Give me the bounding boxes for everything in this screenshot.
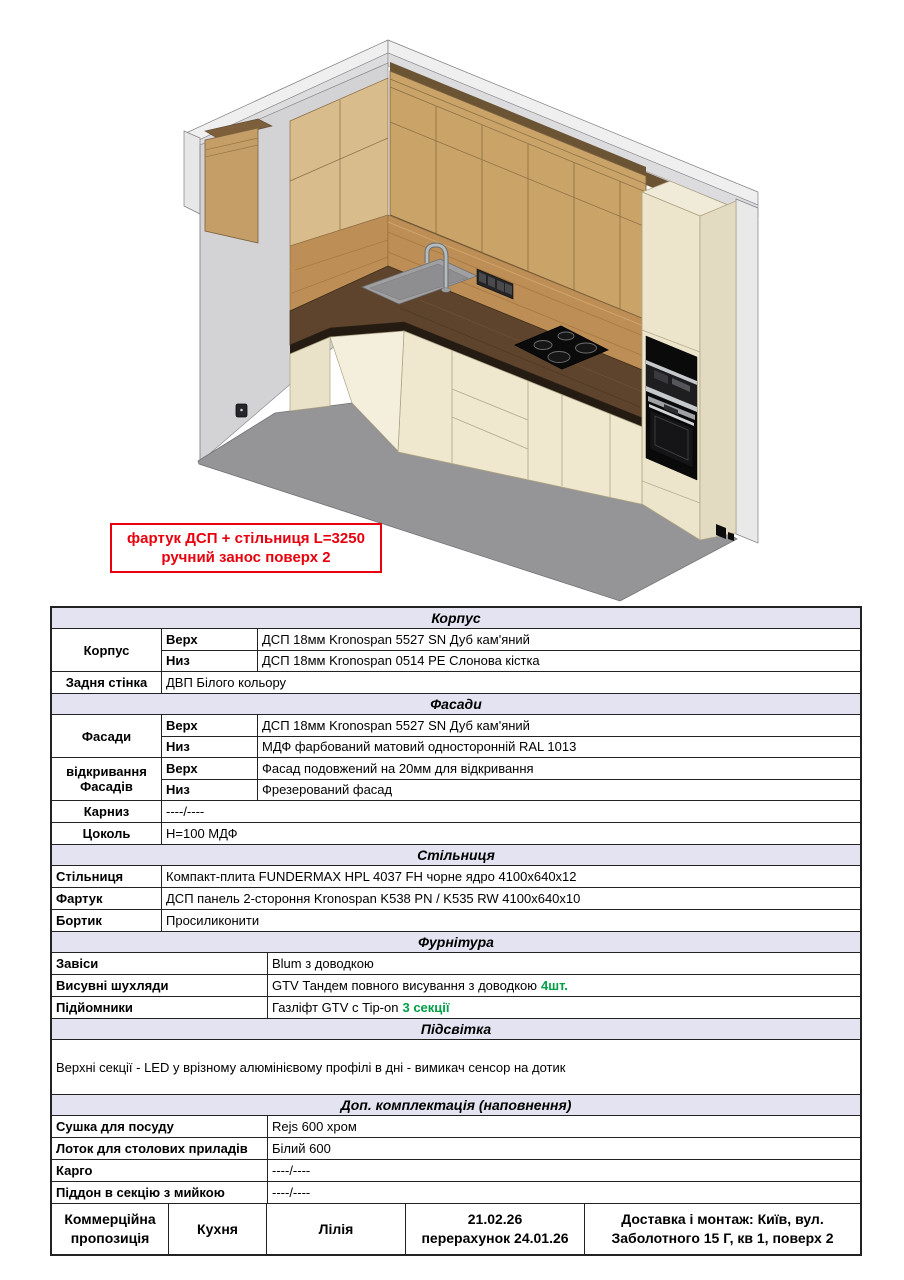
spec-value: ДСП 18мм Kronospan 0514 PE Слонова кістка	[262, 653, 540, 669]
proposal-type: Коммерційна пропозиція	[52, 1204, 169, 1254]
section-header-korpus	[52, 608, 860, 629]
spec-label: Лоток для столових приладів	[52, 1138, 268, 1159]
spec-row	[52, 997, 860, 1019]
spec-row	[52, 866, 860, 888]
spec-label: Фасади	[52, 715, 162, 757]
spec-label: Карго	[52, 1160, 268, 1181]
spec-label: Завіси	[52, 953, 268, 974]
spec-value	[268, 997, 860, 1018]
section-title: Підсвітка	[420, 1021, 492, 1037]
spec-value: Rejs 600 хром	[272, 1119, 357, 1134]
spec-label: Карниз	[52, 801, 162, 822]
spec-value: ----/----	[272, 1185, 311, 1200]
spec-label: Підйомники	[52, 997, 268, 1018]
product-type: Кухня	[169, 1204, 267, 1254]
spec-label: Висувні шухляди	[52, 975, 268, 996]
footer-row	[52, 1204, 860, 1254]
section-header-stilnytsia	[52, 845, 860, 866]
spec-label: Задня стінка	[52, 672, 162, 693]
spec-value: ДСП 18мм Kronospan 5527 SN Дуб кам'яний	[262, 631, 530, 647]
spec-row	[162, 758, 860, 780]
korpus-group-row	[52, 629, 860, 672]
spec-row	[52, 823, 860, 845]
spec-row	[162, 780, 860, 801]
section-title: Доп. комплектація (наповнення)	[340, 1097, 572, 1113]
annotation-box	[110, 523, 382, 573]
spec-row	[162, 737, 860, 758]
section-title: Стільниця	[417, 847, 495, 863]
spec-sublabel: Низ	[162, 737, 258, 758]
spec-sublabel: Верх	[162, 715, 258, 736]
spec-value: Просиликонити	[166, 913, 260, 928]
section-header-pidsvitka	[52, 1019, 860, 1040]
wall-socket	[236, 404, 247, 417]
quantity-highlight: 4шт.	[541, 978, 568, 993]
spec-row	[52, 1138, 860, 1160]
date-line2: перерахунок 24.01.26	[421, 1230, 569, 1246]
spec-value: ----/----	[272, 1163, 311, 1178]
spec-sublabel: Верх	[162, 629, 258, 650]
spec-value-text: GTV Тандем повного висування з доводкою	[272, 978, 538, 993]
spec-label: Стільниця	[52, 866, 162, 887]
section-title: Корпус	[431, 610, 481, 626]
spec-row	[162, 715, 860, 737]
spec-value: Білий 600	[272, 1141, 331, 1156]
spec-row	[52, 1182, 860, 1204]
spec-row	[52, 801, 860, 823]
spec-sublabel: Низ	[162, 651, 258, 672]
spec-row	[52, 953, 860, 975]
spec-value: ДСП панель 2-стороння Kronospan K538 PN / K535 RW 4100х640х10	[166, 891, 581, 906]
annotation-line2: ручний занос поверх 2	[161, 549, 331, 566]
spec-row	[52, 672, 860, 694]
spec-sublabel: Верх	[162, 758, 258, 779]
spec-value-text: Газліфт GTV с Tip-on	[272, 1000, 399, 1015]
spec-row-lighting	[52, 1040, 860, 1095]
spec-value: ДСП 18мм Kronospan 5527 SN Дуб кам'яний	[262, 717, 530, 733]
spec-label: Сушка для посуду	[52, 1116, 268, 1137]
spec-value: МДФ фарбований матовий односторонній RAL 1013	[262, 739, 577, 755]
spec-row	[162, 651, 860, 672]
spec-row	[52, 975, 860, 997]
spec-row	[52, 1160, 860, 1182]
spec-value	[268, 975, 860, 996]
spec-row	[52, 1116, 860, 1138]
section-title: Фасади	[430, 696, 482, 712]
section-header-fasady	[52, 694, 860, 715]
spec-value: Фрезерований фасад	[262, 782, 393, 798]
spec-value: ДВП Білого кольору	[166, 675, 287, 690]
spec-value: Фасад подовжений на 20мм для відкривання	[262, 760, 534, 776]
fasady-group-row	[52, 715, 860, 758]
spec-sublabel: Низ	[162, 780, 258, 801]
model-name: Лілія	[267, 1204, 406, 1254]
spec-value: Компакт-плита FUNDERMAX HPL 4037 FH чорне ядро 4100х640х12	[166, 869, 577, 884]
vidkryvannia-group-row	[52, 758, 860, 801]
spec-label: Бортик	[52, 910, 162, 931]
delivery-address: Доставка і монтаж: Київ, вул. Заболотного 15 Г, кв 1, поверх 2	[611, 1211, 834, 1246]
section-header-furnitura	[52, 932, 860, 953]
section-header-dop	[52, 1095, 860, 1116]
date-line1: 21.02.26	[467, 1211, 523, 1227]
spec-label: відкривання Фасадів	[52, 758, 162, 800]
spec-value: Н=100 МДФ	[166, 826, 238, 841]
spec-table	[50, 606, 862, 1256]
spec-label: Корпус	[52, 629, 162, 671]
proposal-dates	[406, 1204, 585, 1254]
spec-row	[52, 888, 860, 910]
spec-row	[52, 910, 860, 932]
spec-value: Blum з доводкою	[272, 956, 374, 971]
section-title: Фурнітура	[418, 934, 494, 950]
spec-value: ----/----	[166, 804, 205, 819]
spec-label: Фартук	[52, 888, 162, 909]
annotation-line1: фартук ДСП + стільниця L=3250	[127, 530, 365, 547]
spec-value: Верхні секції - LED у врізному алюмінієвому профілі в дні - вимикач сенсор на дотик	[56, 1059, 566, 1075]
tall-cabinet	[642, 181, 736, 541]
quantity-highlight: 3 секції	[402, 1000, 450, 1015]
spec-row	[162, 629, 860, 651]
spec-label: Цоколь	[52, 823, 162, 844]
spec-label: Піддон в секцію з мийкою	[52, 1182, 268, 1203]
